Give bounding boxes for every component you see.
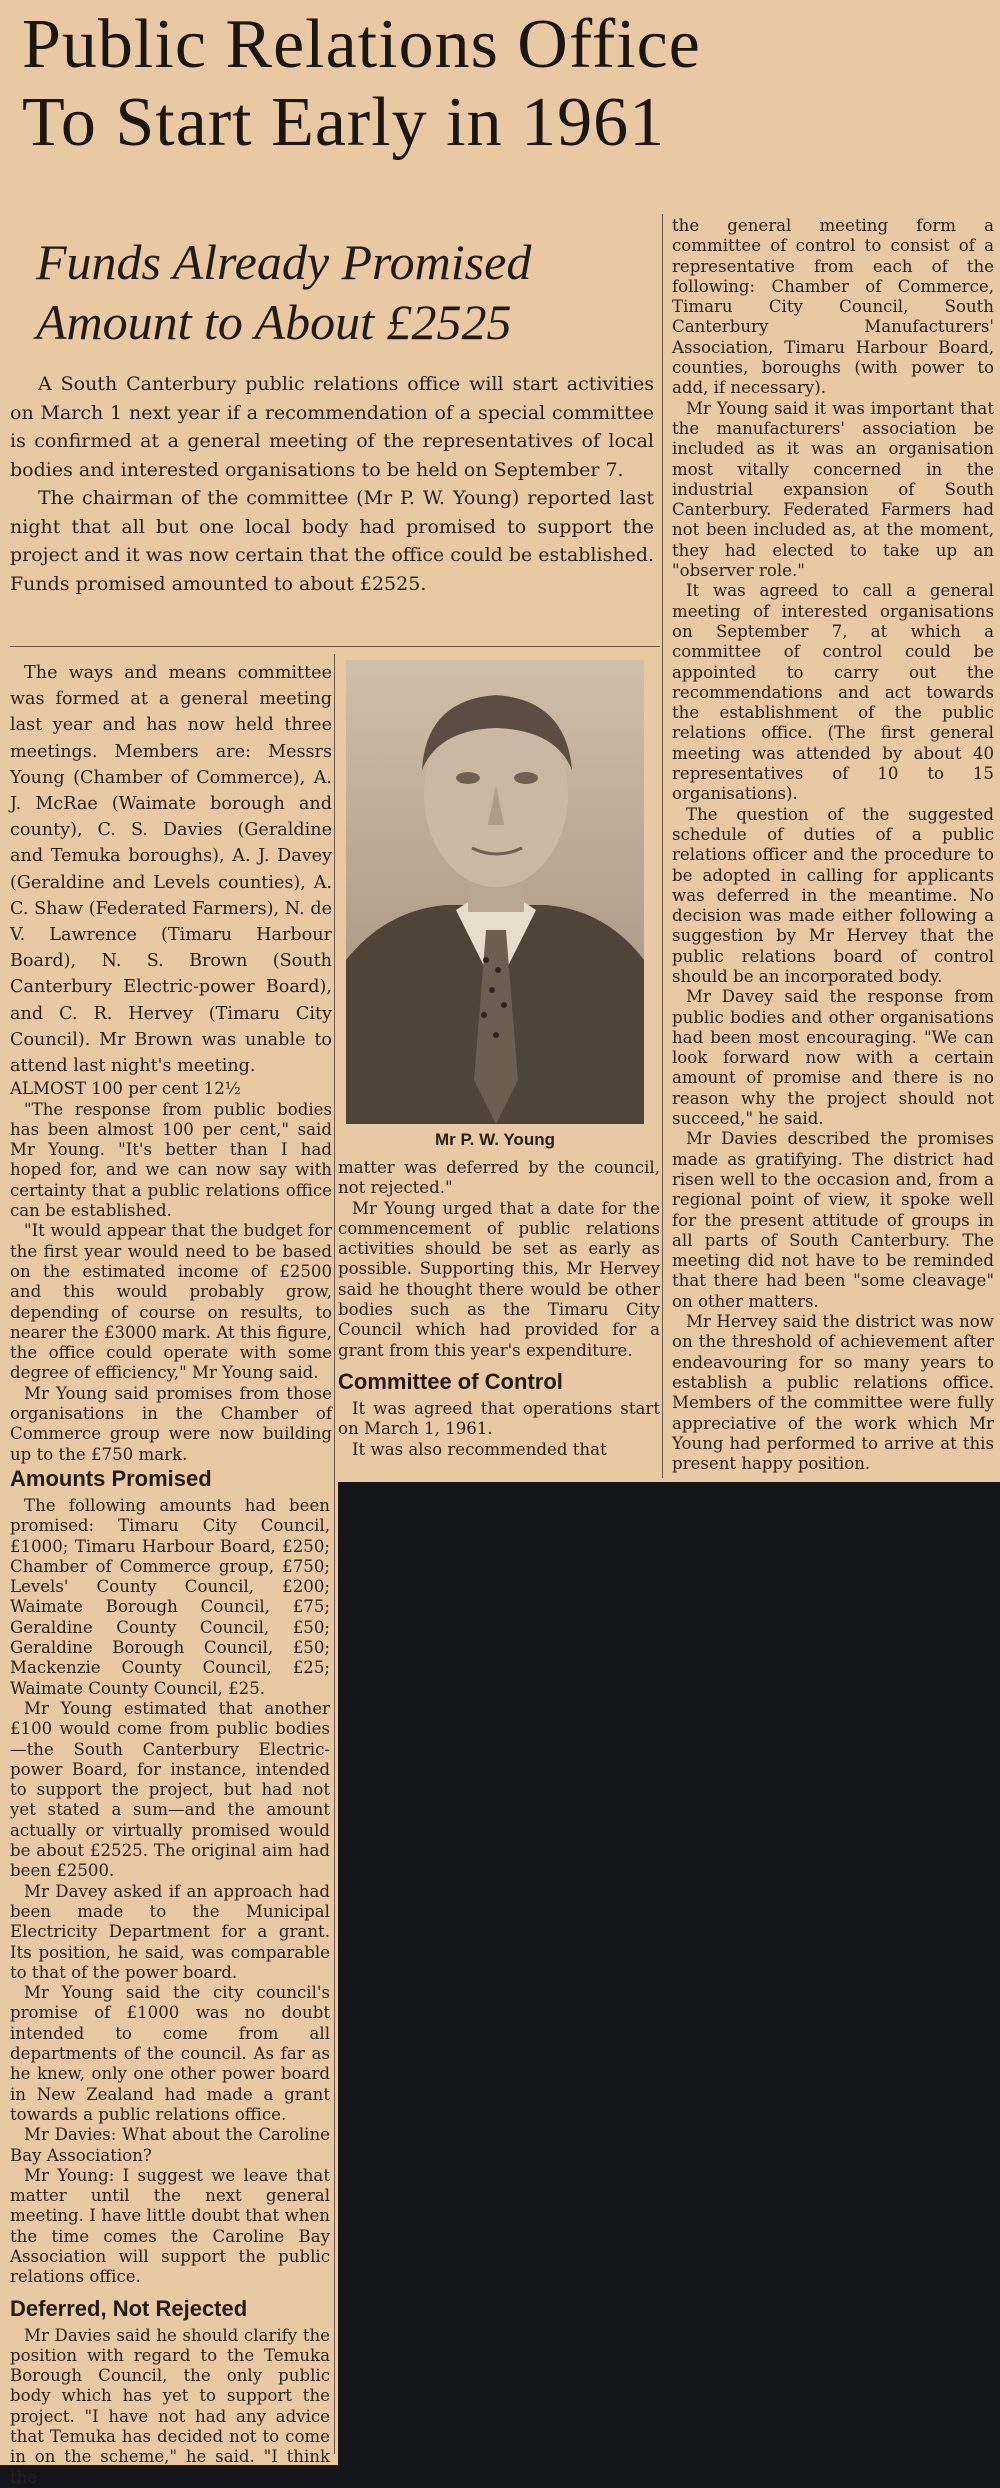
body-paragraph: The following amounts had been promised: Timaru City Council, £1000; Timaru Harbour Board, £250; Chamber of Commerce group, £750; Levels' County Council, £200; Waimate Borough Council, £75; Geraldine County Council, £50; Geraldine Borough Council, £50; Mackenzie County Council, £25; Waimate County Council, £25. bbox=[10, 1496, 330, 1698]
lead-paragraph: A South Canterbury public relations office will start activities on March 1 next year if a recommendation of a special committee is confirmed at a general meeting of the representatives of local bodies and interested organisations to be held on September 7. bbox=[10, 373, 654, 481]
headline bbox=[22, 6, 982, 162]
deck-line-2: Amount to About £2525 bbox=[36, 294, 512, 350]
subheading-amounts-promised: Amounts Promised bbox=[10, 1466, 212, 1491]
portrait-photo bbox=[346, 660, 644, 1124]
photo-caption: Mr P. W. Young bbox=[435, 1130, 555, 1149]
body-paragraph: the general meeting form a committee of control to consist of a representative from each of the following: Chamber of Commerce, Timaru City Council, South Canterbury Manufacturers' Association, Timaru Harbour Board, counties, boroughs (with power to add, if necessary). bbox=[672, 216, 994, 398]
subheading-deferred: Deferred, Not Rejected bbox=[10, 2295, 248, 2321]
body-paragraph: Mr Young: I suggest we leave that matter until the next general meeting. I have little doubt that when the time comes the Caroline Bay Association will support the public relations office. bbox=[10, 2165, 330, 2287]
body-paragraph: It was agreed to call a general meeting of interested organisations on September 7, at which a committee of control could be appointed to carry out the recommendations and act towards the establishment of the public relations office. (The first general meeting was attended by about 40 representatives of 10 to 15 organisations). bbox=[672, 581, 994, 804]
body-paragraph: Mr Young estimated that another £100 would come from public bodies—the South Canterbury Electric-power Board, for instance, intended to support the project, but had not yet stated a sum—and the amount actually or virtually promised would be about £2525. The original aim had been £2500. bbox=[10, 1698, 330, 1881]
headline-line-2: To Start Early in 1961 bbox=[22, 84, 666, 161]
body-paragraph: matter was deferred by the council, not rejected." bbox=[338, 1158, 660, 1198]
body-paragraph: "The response from public bodies has been almost 100 per cent," said Mr Young. "It's better than I had hoped for, and we can now say with certainty that a public relations office can be established. bbox=[10, 1099, 332, 1221]
column-rule-right bbox=[662, 214, 663, 1478]
body-paragraph: Mr Hervey said the district was now on the threshold of achievement after endeavouring for so many years to establish a public relations office. Members of the committee were fully appreciative of the work which Mr Young had performed to arrive at this present happy position. bbox=[672, 1312, 994, 1474]
lead-rule bbox=[10, 646, 660, 647]
column-1 bbox=[10, 660, 332, 1464]
lead-paragraphs bbox=[10, 370, 654, 598]
subheading-committee-of-control: Committee of Control bbox=[338, 1368, 563, 1394]
body-paragraph: Mr Davies said he should clarify the position with regard to the Temuka Borough Council, the only public body which has yet to support the project. "I have not had any advice that Temuka has decided not to come in on the scheme," he said. "I think the bbox=[10, 2325, 330, 2487]
body-paragraph: "It would appear that the budget for the first year would need to be based on the estimated income of £2500 and this would probably grow, depending of course on results, to nearer the £3000 mark. At this figure, the office could operate with some degree of efficiency," Mr Young said. bbox=[10, 1221, 332, 1383]
column-1-continued bbox=[10, 1458, 330, 2487]
body-paragraph: Mr Young said the city council's promise of £1000 was no doubt intended to come from all departments of the council. As far as he knew, only one other power board in New Zealand had made a grant towards a public relations office. bbox=[10, 1983, 330, 2124]
body-paragraph: It was agreed that operations start on March 1, 1961. bbox=[338, 1398, 660, 1439]
lead-paragraph: The chairman of the committee (Mr P. W. Young) reported last night that all but one local body had promised to support the project and it was now certain that the office could be established. Funds promised amounted to about £2525. bbox=[10, 487, 655, 595]
body-paragraph: Mr Davey asked if an approach had been made to the Municipal Electricity Department for a grant. Its position, he said, was comparable to that of the power board. bbox=[10, 1881, 330, 1982]
column-rule-left bbox=[334, 654, 335, 2454]
body-paragraph: Mr Young urged that a date for the commencement of public relations activities should be set as early as possible. Supporting this, Mr Hervey said he thought there would be other bodies such as the Timaru City Council which had provided for a grant from this year's expenditure. bbox=[338, 1198, 660, 1360]
headline-line-1: Public Relations Office bbox=[22, 6, 701, 83]
column-3 bbox=[672, 216, 994, 1478]
body-paragraph: Mr Young said it was important that the manufacturers' association be included as it was an organisation most vitally concerned in the industrial expansion of South Canterbury. Federated Farmers had not been included as, at the moment, they had elected to take up an "observer role." bbox=[672, 398, 994, 581]
body-paragraph: The ways and means committee was formed at a general meeting last year and has now held three meetings. Members are: Messrs Young (Chamber of Commerce), A. J. McRae (Waimate borough and county), C. S. Davies (Geraldine and Temuka boroughs), A. J. Davey (Geraldine and Levels counties), A. C. Shaw (Federated Farmers), N. de V. Lawrence (Timaru Harbour Board), N. S. Brown (South Canterbury Electric-power Board), and C. R. Hervey (Timaru City Council). Mr Brown was unable to attend last night's meeting. bbox=[10, 663, 332, 1077]
column-2 bbox=[338, 1158, 660, 1478]
deck-line-1: Funds Already Promised bbox=[36, 234, 532, 290]
body-paragraph: Mr Davies described the promises made as gratifying. The district had risen well to the occasion and, from a regional point of view, it spoke well for the present attitude of groups in all parts of South Canterbury. The meeting did not have to be reminded that there had been "some cleavage" on other matters. bbox=[672, 1129, 994, 1311]
body-paragraph: Mr Davies: What about the Caroline Bay Association? bbox=[10, 2125, 330, 2165]
body-paragraph: Mr Young said promises from those organisations in the Chamber of Commerce group were now building up to the £750 mark. bbox=[10, 1383, 332, 1464]
body-paragraph: It was also recommended that bbox=[352, 1439, 607, 1459]
body-paragraph: ALMOST 100 per cent 12½ bbox=[10, 1079, 241, 1099]
portrait-image bbox=[346, 660, 644, 1124]
body-paragraph: Mr Davey said the response from public bodies and other organisations had been most encouraging. "We can look forward now with a certain amount of promise and there is no reason why the project should not succeed," he said. bbox=[672, 987, 994, 1129]
deck-headline bbox=[36, 232, 636, 352]
body-paragraph: The question of the suggested schedule of duties of a public relations officer and the procedure to be adopted in calling for applicants was deferred in the meantime. No decision was made either following a suggestion by Mr Hervey that the public relations board of control should be an incorporated body. bbox=[672, 804, 994, 986]
